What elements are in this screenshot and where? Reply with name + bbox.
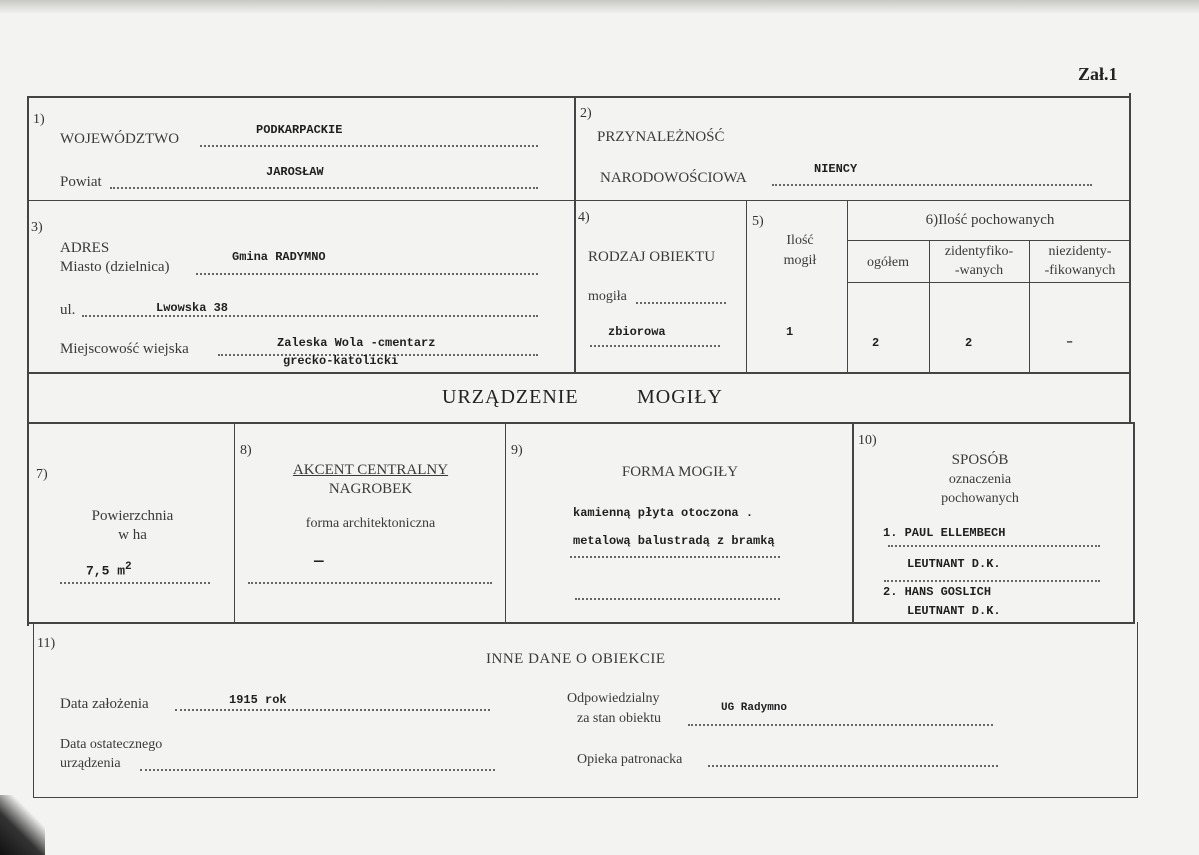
other-data-title: INNE DANE O OBIEKCIE: [486, 651, 666, 667]
address-label: ADRES: [60, 240, 110, 256]
buried-identified-value: 2: [965, 336, 973, 350]
section-number: 10): [858, 433, 877, 448]
nationality-label-line2: NARODOWOŚCIOWA: [600, 170, 747, 186]
grave-setup-title-part1: URZĄDZENIE: [442, 386, 579, 408]
buried-total-value: 2: [872, 336, 880, 350]
grave-count-label-line2: mogił: [783, 253, 817, 268]
street-value: Lwowska 38: [156, 301, 229, 315]
scan-top-shadow: [0, 0, 1199, 14]
marking-label-line1: SPOSÓB: [951, 452, 1009, 468]
section-number: 11): [37, 636, 56, 651]
grave-setup-title-part2: MOGIŁY: [637, 386, 723, 408]
responsible-label-line1: Odpowiedzialny: [567, 691, 660, 706]
buried-identified-header-line2: -wanych: [954, 263, 1004, 278]
area-value-sup: 2: [125, 561, 132, 573]
grave-form-value-line2: metalową balustradą z bramką: [573, 534, 775, 548]
grave-form-label: FORMA MOGIŁY: [621, 464, 739, 480]
buried-entry-2-rank: LEUTNANT D.K.: [907, 604, 1001, 618]
village-label: Miejscowość wiejska: [60, 341, 189, 357]
section-number: 5): [752, 214, 764, 229]
attachment-label: Zał.1: [1078, 64, 1118, 84]
buried-total-header: ogółem: [867, 255, 909, 270]
area-label-line1: Powierzchnia: [91, 508, 174, 524]
city-value: Gmina RADYMNO: [232, 250, 326, 264]
village-value-line2: grecko-katolicki: [283, 354, 399, 368]
buried-entry-2-name: 2. HANS GOSLICH: [883, 585, 992, 599]
section-number: 1): [33, 112, 45, 127]
central-accent-value: —: [314, 552, 324, 570]
nationality-label-line1: PRZYNALEŻNOŚĆ: [597, 129, 725, 145]
village-value-line1: Zaleska Wola -cmentarz: [277, 336, 436, 350]
county-value: JAROSŁAW: [266, 165, 324, 179]
section-number: 9): [511, 443, 523, 458]
patronage-label: Opieka patronacka: [577, 752, 683, 767]
grave-label: mogiła: [588, 289, 627, 304]
section-number: 7): [36, 467, 48, 482]
section-number: 3): [31, 220, 43, 235]
founding-date-value: 1915 rok: [229, 693, 287, 707]
final-setup-date-label-line1: Data ostatecznego: [60, 737, 163, 752]
final-setup-date-label-line2: urządzenia: [60, 756, 121, 771]
scan-corner-shadow: [0, 795, 45, 855]
responsible-label-line2: za stan obiektu: [577, 711, 661, 726]
responsible-value: UG Radymno: [721, 702, 788, 714]
buried-unidentified-header-line2: -fikowanych: [1044, 263, 1116, 278]
object-type-label: RODZAJ OBIEKTU: [588, 249, 716, 265]
voivodeship-value: PODKARPACKIE: [256, 123, 343, 137]
buried-unidentified-header-line1: niezidenty-: [1048, 244, 1112, 259]
section-number: 2): [580, 106, 592, 121]
grave-form-value-line1: kamienną płyta otoczona .: [573, 506, 754, 520]
section-number: 4): [578, 210, 590, 225]
section-number: 8): [240, 443, 252, 458]
area-label-line2: w ha: [118, 527, 147, 543]
buried-identified-header-line1: zidentyfiko-: [944, 244, 1014, 259]
county-label: Powiat: [60, 174, 102, 190]
marking-label-line2: oznaczenia: [948, 472, 1012, 487]
area-value: [86, 561, 132, 578]
marking-label-line3: pochowanych: [941, 491, 1019, 506]
architectural-form-label: forma architektoniczna: [305, 516, 436, 531]
buried-unidentified-value: –: [1066, 335, 1074, 349]
buried-entry-1-name: 1. PAUL ELLEMBECH: [883, 526, 1006, 540]
object-type-value: zbiorowa: [608, 325, 666, 339]
founding-date-label: Data założenia: [60, 696, 149, 712]
area-value-text: 7,5 m: [86, 563, 126, 579]
tombstone-label: NAGROBEK: [328, 481, 413, 497]
grave-count-label-line1: Ilość: [786, 233, 814, 248]
voivodeship-label: WOJEWÓDZTWO: [60, 131, 180, 147]
buried-count-header: 6)Ilość pochowanych: [925, 212, 1055, 228]
central-accent-label: AKCENT CENTRALNY: [292, 462, 449, 478]
nationality-value: NIENCY: [814, 162, 858, 176]
grave-count-value: 1: [786, 325, 794, 339]
city-label: Miasto (dzielnica): [60, 259, 170, 275]
street-label: ul.: [60, 302, 76, 318]
buried-entry-1-rank: LEUTNANT D.K.: [907, 557, 1001, 571]
